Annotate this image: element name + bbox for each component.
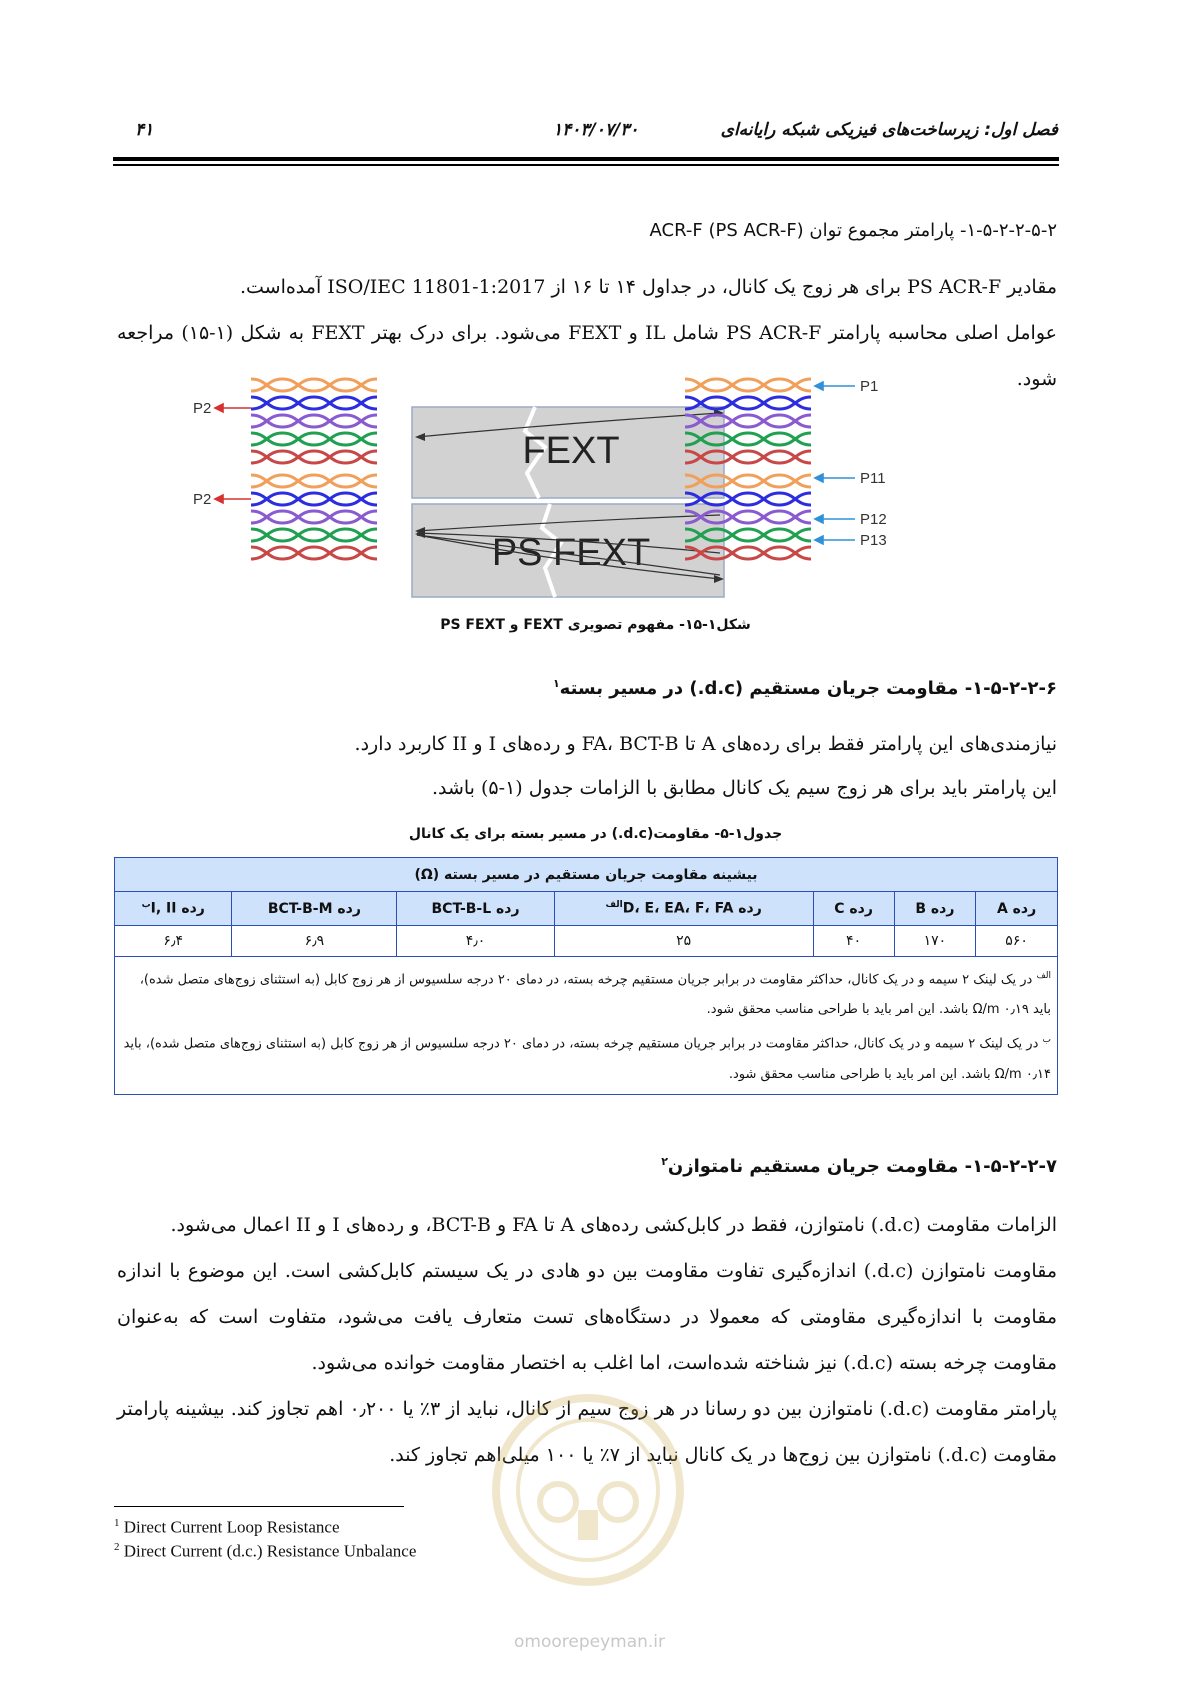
port-label-p2: P2 xyxy=(193,491,212,508)
watermark-url: omoorepeyman.ir xyxy=(514,1632,666,1652)
wire-strand xyxy=(251,451,377,463)
paragraph: پارامتر مقاومت (d.c.) نامتوازن بین دو رسانا در هر زوج سیم از کانال، نباید از ۳٪ یا ۰٫۲۰۰ اهم تجاوز کند. بیشینه پارامتر مقاومت (d.c.) نامتوازن بین زوج‌ها در یک کانال نباید از ۷٪ یا ۱۰۰ میلی‌اهم تجاوز کند. xyxy=(117,1398,1057,1466)
table-cell: ۲۵ xyxy=(554,926,813,957)
footnote-ref: ۲ xyxy=(661,1155,668,1168)
paragraph: عوامل اصلی محاسبه پارامتر PS ACR-F شامل IL و FEXT می‌شود. برای درک بهتر FEXT به شکل (۱-۱۵) مراجعه شود. xyxy=(117,322,1057,390)
table-cell: ۴۰ xyxy=(813,926,894,957)
port-label-p2: P2 xyxy=(193,400,212,417)
table-notes xyxy=(115,957,1058,1095)
fext-diagram xyxy=(193,378,965,603)
wire-strand xyxy=(251,415,377,427)
paragraph: مقاومت نامتوازن (d.c.) اندازه‌گیری تفاوت مقاومت بین دو هادی در یک سیستم کابل‌کشی است. این موضوع با اندازه مقاومت با اندازه‌گیری مقاومتی که معمولا در دستگاه‌های تست متعارف یافت می‌شود، متفاوت است که به‌عنوان مقاومت چرخه بسته (d.c.) نیز شناخته شده‌است، اما اغلب به اختصار مقاومت خوانده می‌شود. xyxy=(117,1260,1057,1374)
table-header-row xyxy=(115,892,1058,926)
section-heading-text: ۱-۵-۲-۲-۷- مقاومت جریان مستقیم نامتوازن xyxy=(667,1156,1057,1177)
port-label-p12: P12 xyxy=(860,511,887,528)
dc-resistance-table xyxy=(114,857,1058,1095)
fext-label: FEXT xyxy=(522,430,620,472)
footnote: $^2$ Direct Current (d.c.) Resistance Unbalance xyxy=(114,1541,417,1561)
table-cell: ۵۶۰ xyxy=(976,926,1058,957)
wire-strand xyxy=(251,511,377,523)
section-heading-text: ۱-۵-۲-۲-۶- مقاومت جریان مستقیم (d.c.) در مسیر بسته xyxy=(559,678,1057,699)
fext-figure xyxy=(193,378,965,603)
paragraph: الزامات مقاومت (d.c.) نامتوازن، فقط در کابل‌کشی رده‌های A تا FA و BCT-B، و رده‌های I و II اعمال می‌شود. xyxy=(170,1214,1057,1236)
wire-strand xyxy=(251,529,377,541)
wire-strand xyxy=(251,529,377,541)
column-header: رده BCT-B-L xyxy=(397,892,554,926)
section-heading: ۱-۵-۲-۲-۵-۲- پارامتر مجموع توان ACR-F (PS ACR-F) xyxy=(649,220,1057,241)
page-number: ۴۱ xyxy=(135,120,154,140)
wire-strand xyxy=(251,415,377,427)
column-header: رده B xyxy=(894,892,976,926)
table-note: $^ب$ در یک لینک ۲ سیمه و در یک کانال، حداکثر مقاومت در برابر جریان مستقیم چرخه بسته، در دمای ۲۰ درجه سلسیوس از هر زوج کابل (به استثنای زوج‌های متصل شده)، باید Ω/m ۰٫۱۴ باشد. این امر باید با طراحی مناسب محقق شود. xyxy=(123,1035,1051,1082)
ps-fext-label: PS FEXT xyxy=(491,532,651,574)
column-header: رده C xyxy=(813,892,894,926)
paragraph: این پارامتر باید برای هر زوج سیم یک کانال مطابق با الزامات جدول (۱-۵) باشد. xyxy=(431,777,1057,799)
wire-strand xyxy=(251,493,377,505)
column-header: رده D، E، EA، F، $FA^{الف}$ xyxy=(554,892,813,926)
figure-caption: شکل۱-۱۵- مفهوم تصویری FEXT و PS FEXT xyxy=(440,617,751,633)
footnote: $^1$ Direct Current Loop Resistance xyxy=(114,1517,340,1537)
section-body xyxy=(117,722,1057,810)
table-cell: ۶٫۴ xyxy=(115,926,232,957)
chapter-title: فصل اول: زیرساخت‌های فیزیکی شبکه رایانه‌ای xyxy=(720,120,1058,140)
table-cell: ۶٫۹ xyxy=(232,926,397,957)
port-label-p11: P11 xyxy=(860,470,886,487)
wire-strand xyxy=(251,433,377,445)
port-label-p13: P13 xyxy=(860,532,887,549)
header-rule-thin xyxy=(113,164,1059,166)
input-arrows xyxy=(815,382,855,544)
table-title: بیشینه مقاومت جریان مستقیم در مسیر بسته (Ω) xyxy=(115,858,1058,892)
paragraph: مقادیر PS ACR-F برای هر زوج یک کانال، در جداول ۱۴ تا ۱۶ از ISO/IEC 11801-1:2017 آمده‌است. xyxy=(239,276,1057,298)
table-note: $^{الف}$ در یک لینک ۲ سیمه و در یک کانال، حداکثر مقاومت در برابر جریان مستقیم چرخه بسته، در دمای ۲۰ درجه سلسیوس از هر زوج کابل (به استثنای زوج‌های متصل شده)، باید Ω/m ۰٫۱۹ باشد. این امر باید با طراحی مناسب محقق شود. xyxy=(139,971,1051,1018)
section-heading xyxy=(553,677,1057,699)
wire-strand xyxy=(251,475,377,487)
table-cell: ۱۷۰ xyxy=(894,926,976,957)
section-heading xyxy=(661,1155,1057,1177)
table-cell: ۴٫۰ xyxy=(397,926,554,957)
wire-strand xyxy=(251,511,377,523)
watermark-seal-icon xyxy=(488,1390,688,1590)
wire-strand xyxy=(251,547,377,559)
table-notes-row xyxy=(115,957,1058,1095)
column-header: رده A xyxy=(976,892,1058,926)
column-header: رده I, $II^ب$ xyxy=(115,892,232,926)
output-arrows xyxy=(215,404,251,503)
wire-strand xyxy=(251,475,377,487)
table-caption: جدول۱-۵- مقاومت(d.c.) در مسیر بسته برای یک کانال xyxy=(408,826,783,842)
table-row xyxy=(115,926,1058,957)
footnote-rule xyxy=(114,1506,404,1507)
wire-strand xyxy=(251,433,377,445)
header-rule xyxy=(113,157,1059,161)
wire-strand xyxy=(251,451,377,463)
port-label-p1: P1 xyxy=(860,378,879,395)
header-date: ۱۴۰۳/۰۷/۳۰ xyxy=(553,120,639,140)
wire-strand xyxy=(251,493,377,505)
wire-strand xyxy=(251,547,377,559)
footnote-ref: ۱ xyxy=(552,677,560,690)
paragraph: نیازمندی‌های این پارامتر فقط برای رده‌های A تا FA، BCT-B و رده‌های I و II کاربرد دارد. xyxy=(354,733,1057,755)
column-header: رده BCT-B-M xyxy=(232,892,397,926)
